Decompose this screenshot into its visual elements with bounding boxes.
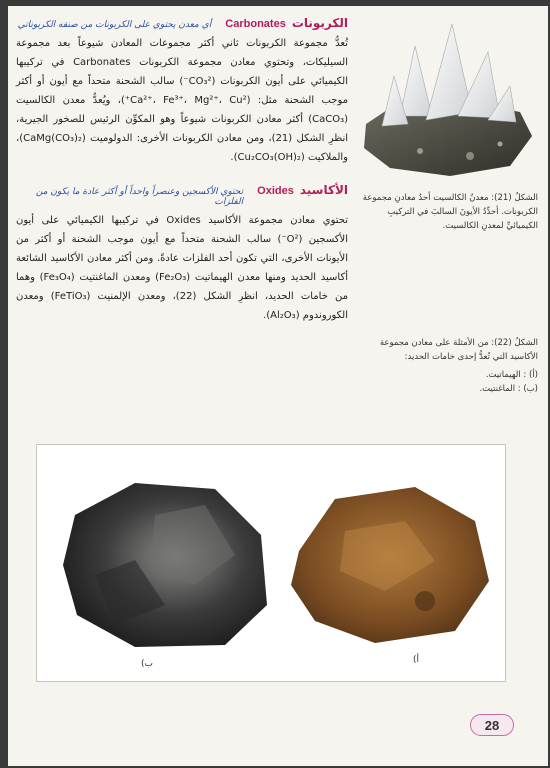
page-number-badge [470, 714, 514, 736]
oxides-title-en: Oxides [257, 185, 294, 197]
handwritten-note-oxides: تحتوي الأكسجين وعنصراً واحداً أو أكثر عادة ما يكون من الفلزات [35, 187, 244, 207]
hematite-rock-image [285, 481, 495, 651]
oxides-heading [16, 183, 348, 207]
rock-label-a: أ) [413, 655, 420, 665]
figure-22-caption-block [358, 336, 538, 396]
figure-22-item-a: (أ) : الهيماتيت. [485, 370, 538, 380]
figure-21-caption-block [358, 191, 538, 233]
main-text-column [16, 16, 348, 325]
magnetite-rock-image [55, 475, 275, 655]
handwritten-note-carbonates: أي معدن يحتوي على الكربونات من صنفه الكربوناتي [17, 20, 212, 30]
oxides-title-ar: الأكاسيد [299, 183, 348, 197]
carbonates-title-ar: الكربونات [291, 16, 348, 30]
carbonates-heading [16, 16, 348, 30]
rock-label-b: ب) [141, 659, 153, 669]
page-number: 28 [484, 717, 500, 733]
textbook-page [8, 6, 548, 766]
oxides-paragraph: تحتوي معادن مجموعة الأكاسيد Oxides في تركيبها الكيميائي على أيون الأكسجين (O²⁻) سالب الشحنة متحداً مع أيون موجب الشحنة أو أكثر من الأيونات الأخرى، التي تكون أحد الفلزات عادةً. ومن أكثر معادن الأكاسيد الشائعة أكاسيد الحديد ومنها معدن الهيماتيت (Fe₂O₃) ومعدن الماغنتيت (Fe₃O₄) وهما من خامات الحديد، انظرِ الشكل (22)، ومعدن الإلمنيت (FeTiO₃) ومعدن الكوروندوم (Al₂O₃). [16, 215, 349, 321]
figure-21-caption: الشكلُ (21): معدنُ الكالسيت أحدُ معادنِ مجموعة الكربونات. أحدِّدُ الأيونَ السالبَ في التركيبِ الكيميائيِّ لمعدنِ الكالسيت. [362, 193, 538, 231]
figure-22-item-b: (ب) : الماغنتيت. [479, 384, 538, 394]
figure-22-images [36, 444, 506, 682]
figure-22-caption: الشكلُ (22): من الأمثلة على معادن مجموعة الأكاسيد التي تُعدُّ إحدى خامات الحديد: [379, 338, 538, 362]
carbonates-paragraph: تُعدُّ مجموعة الكربونات ثاني أكثر مجموعات المعادن شيوعاً بعد مجموعة السيليكات، وتحتوي معادن مجموعة الكربونات Carbonates في تركيبها الكيميائي على أيون الكربونات (CO₃²⁻) سالب الشحنة متحداً مع أيون أو أكثر موجب الشحنة مثل: (Ca²⁺، Fe³⁺، Mg²⁺، Cu²⁺)، ويُعدُّ معدن الكالسيت (CaCO₃) أكثر معادن الكربونات شيوعاً وهو المكوِّن الرئيس للصخور الجيرية، انظرِ الشكل (21)، ومن معادن الكربونات الأخرى: الدولوميت (CaMg(CO₃)₂)، والملاكيت (Cu₂CO₃(OH)₂). [16, 38, 349, 163]
calcite-crystal-image [360, 16, 536, 181]
carbonates-title-en: Carbonates [225, 18, 286, 30]
